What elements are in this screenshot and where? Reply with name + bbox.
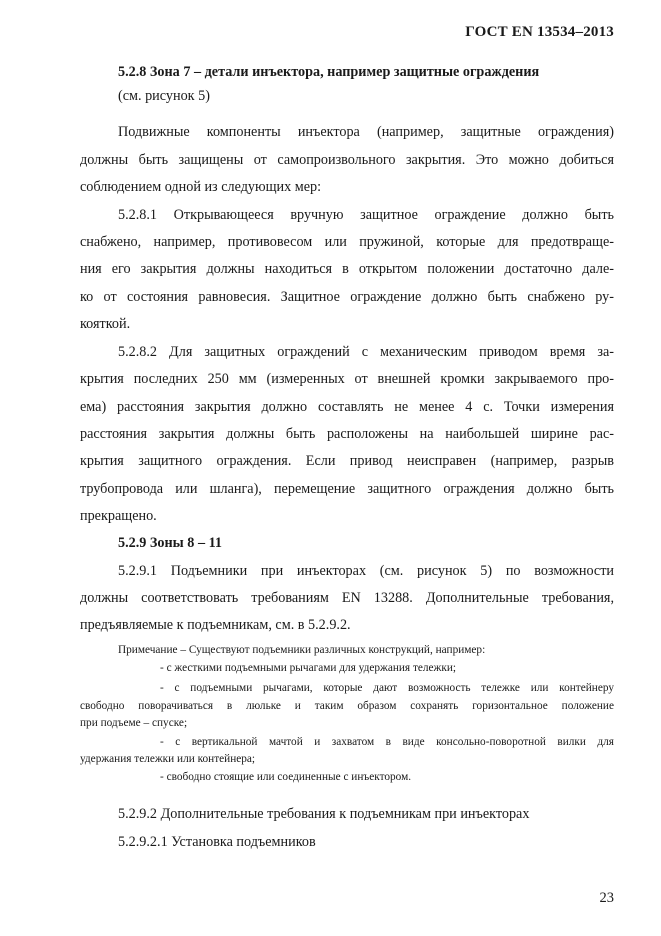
paragraph-line: снабжено, например, противовесом или пружиной, которые для предотвраще-: [80, 234, 614, 250]
paragraph-line: соблюдением одной из следующих мер:: [80, 179, 322, 195]
paragraph-line: ема) расстояния закрытия должно составлять не менее 4 с. Точки измерения: [80, 399, 614, 415]
section-528-title: 5.2.8 Зона 7 – детали инъектора, например защитные ограждения: [118, 64, 540, 80]
paragraph-line: 5.2.9.1 Подъемники при инъекторах (см. рисунок 5) по возможности: [118, 563, 614, 579]
note-item-continued: свободно поворачиваться в люльке и таким образом сохранять горизонтальное положение: [80, 700, 614, 712]
paragraph-line: Подвижные компоненты инъектора (например, защитные ограждения): [118, 124, 614, 140]
paragraph-line: предъявляемые к подъемникам, см. в 5.2.9.2.: [80, 617, 351, 633]
standard-header: ГОСТ EN 13534–2013: [465, 24, 614, 40]
paragraph-line: трубопровода или шланга), перемещение защитного ограждения должно быть: [80, 481, 614, 497]
paragraph-line: 5.2.8.1 Открывающееся вручную защитное ограждение должно быть: [118, 207, 614, 223]
paragraph-line: должны быть защищены от самопроизвольного закрытия. Это можно добиться: [80, 152, 614, 168]
note-item-continued: удержания тележки или контейнера;: [80, 753, 256, 765]
note-heading: Примечание – Существуют подъемники различных конструкций, например:: [118, 644, 486, 656]
subsection-52921: 5.2.9.2.1 Установка подъемников: [118, 834, 316, 850]
paragraph-line: должны соответствовать требованиям EN 13288. Дополнительные требования,: [80, 590, 614, 606]
note-item: - с подъемными рычагами, которые дают возможность тележке или контейнеру: [160, 682, 614, 694]
note-item: - свободно стоящие или соединенные с инъектором.: [160, 771, 412, 783]
paragraph-line: ния его закрытия должны находиться в открытом положении достаточно дале-: [80, 261, 614, 277]
paragraph-line: ко от состояния равновесия. Защитное ограждение должно быть снабжено ру-: [80, 289, 614, 305]
paragraph-line: кояткой.: [80, 316, 131, 332]
subsection-5292: 5.2.9.2 Дополнительные требования к подъемникам при инъекторах: [118, 806, 530, 822]
paragraph-line: крытия защитного ограждения. Если привод неисправен (например, разрыв: [80, 453, 614, 469]
paragraph-line: расстояния закрытия должны быть расположены на наибольшей ширине рас-: [80, 426, 614, 442]
page-number: 23: [599, 890, 614, 906]
note-item: - с жесткими подъемными рычагами для удержания тележки;: [160, 662, 457, 674]
paragraph-line: 5.2.8.2 Для защитных ограждений с механическим приводом время за-: [118, 344, 614, 360]
note-item-continued: при подъеме – спуске;: [80, 717, 188, 729]
section-529-title: 5.2.9 Зоны 8 – 11: [118, 535, 222, 551]
note-item: - с вертикальной мачтой и захватом в виде консольно-поворотной вилки для: [160, 736, 614, 748]
paragraph-line: крытия последних 250 мм (измеренных от внешней кромки закрываемого про-: [80, 371, 614, 387]
paragraph-line: прекращено.: [80, 508, 157, 524]
section-528-figure-ref: (см. рисунок 5): [118, 88, 210, 104]
